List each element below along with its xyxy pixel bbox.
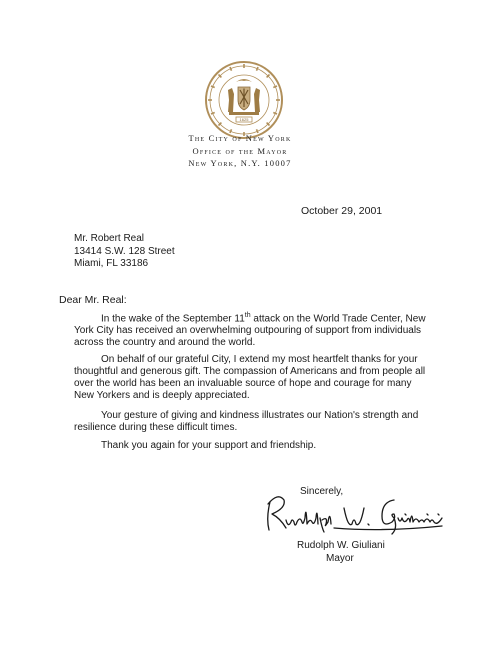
body-paragraph-3: Your gesture of giving and kindness illustrates our Nation's strength and resilience during these difficult times. — [74, 410, 419, 433]
signer-title: Mayor — [326, 553, 354, 564]
letterhead-office: Office of the Mayor — [192, 145, 288, 156]
signer-name: Rudolph W. Giuliani — [297, 540, 385, 551]
ordinal-suffix: th — [244, 312, 251, 319]
recipient-address — [74, 233, 175, 271]
letterhead — [150, 132, 330, 170]
body-paragraph-2: On behalf of our grateful City, I extend my most heartfelt thanks for your thoughtful and generous gift. The compassion of Americans and from people all over the world has been an invaluable source of hope and courage for many New Yorkers and is deeply appreciated. — [74, 354, 426, 401]
body-paragraph-1 — [74, 310, 426, 349]
recipient-street: 13414 S.W. 128 Street — [74, 245, 175, 257]
salutation: Dear Mr. Real: — [59, 294, 127, 306]
paragraph-1-start: In the wake of the September 11 — [101, 313, 245, 325]
paragraph-1-end: attack on the World Trade Center, New York City has received an overwhelming outpouring of support from individuals across the country and around the world. — [74, 313, 426, 349]
closing: Sincerely, — [300, 486, 344, 497]
recipient-city: Miami, FL 33186 — [74, 258, 149, 269]
letter-date: October 29, 2001 — [301, 205, 383, 217]
city-seal-icon — [204, 60, 284, 140]
letterhead-city: The City of New York — [188, 133, 292, 143]
svg-text:1625: 1625 — [239, 117, 249, 122]
letterhead-address: New York, N.Y. 10007 — [188, 158, 292, 168]
body-paragraph-4: Thank you again for your support and friendship. — [101, 440, 317, 451]
handwritten-signature — [264, 488, 450, 536]
recipient-name: Mr. Robert Real — [74, 233, 145, 244]
